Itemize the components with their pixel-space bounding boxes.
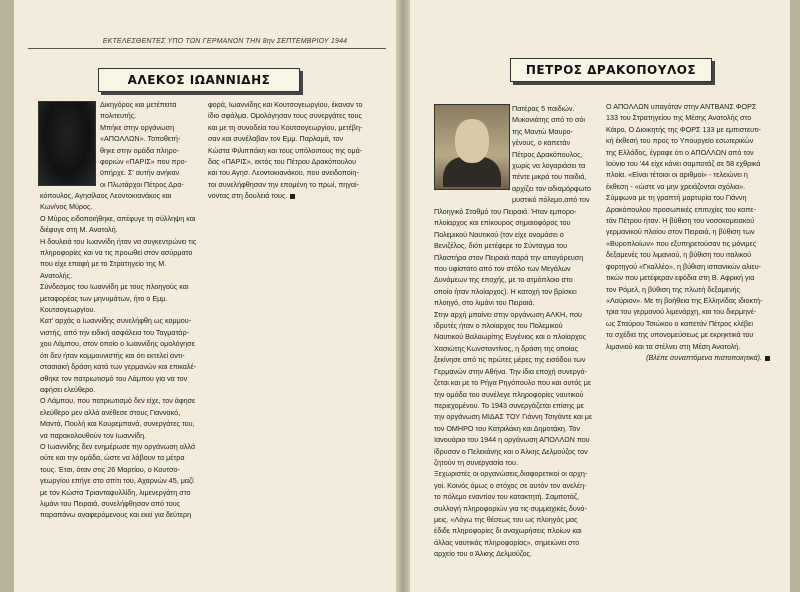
text-line: πλοίαρχος και επίκουρος σημαιοφόρος του <box>434 218 571 228</box>
text-line: οποίο ήταν πλοίαρχος). Η κατοχή τον βρίσκει <box>434 286 577 296</box>
text-line: μυστικό πόλεμο,από τον <box>512 195 590 205</box>
text-line: οι Πλωτάρχοι Πέτρος Δρα- <box>100 179 184 189</box>
text-line: Ιανουάριο του 1944 η οργάνωση ΑΠΟΛΛΩΝ που <box>434 435 590 445</box>
text-line: αφήσει ελεύθερο. <box>40 384 96 394</box>
text-line: Κων/νος Μύρος. <box>40 202 93 212</box>
text-line: διέφυγε στη Μ. Ανατολή. <box>40 225 118 235</box>
text-line: τον ΟΜΗΡΟ του Κατριλάκη και Δημοτάκη. Τον <box>434 423 580 433</box>
see-attached-note: (Βλέπε συναπτόμενα πιστοποιητικά). <box>606 352 770 363</box>
text-line: ελεύθερο μεν αλλά ανέθεσε στους Γιαννακό, <box>40 407 181 417</box>
text-line: τοι συνελήφθησαν την επομένη το πρωί, πηγαί- <box>208 179 360 189</box>
name-heading-drakopoulos: ΠΕΤΡΟΣ ΔΡΑΚΟΠΟΥΛΟΣ <box>510 58 712 82</box>
text-line: δεξαμενές του λιμανιού, η βύθιση του ιταλικού <box>606 250 752 260</box>
text-line: Ιούνιο του '44 είχε κάνει σαμποτάζ σε 58 εχθρικά <box>606 159 761 169</box>
text-line: ζεται και με το Ρήγα Ρηγόπουλο που και αυτός με <box>434 378 592 388</box>
text-line: Στην αρχή μπαίνει στην οργάνωση ΑΛΚΗ, που <box>434 309 582 319</box>
text-line: γερμανικού πλοίου στον Πειραιά, η βύθιση των <box>606 227 755 237</box>
text-line: χου Λάμπου, στον οποίο ο Ιωαννίδης ομολόγησε <box>40 339 195 349</box>
text-line: Γερμανών στην Αθήνα. Την ίδια εποχή συνεργά- <box>434 366 588 376</box>
text-line: με τον Κώστα Τριανταφυλλίδη, λιμενεργάτη στο <box>40 487 191 497</box>
text-line: Πολεμικού Ναυτικού (τον είχε ονομάσει ο <box>434 229 564 239</box>
text-line: νοντας στη δουλειά τους. <box>208 190 368 201</box>
text-line: Πλοηγικό Σταθμό του Πειραιά. Ήταν εμπορο- <box>434 207 577 216</box>
text-line: σαν και συνέλαβαν τον Εμμ. Παρλαμά, τον <box>208 134 344 144</box>
portrait-photo <box>434 104 510 190</box>
text-line: και με τη συνοδεία του Κουτσογεωργίου, μετέβη- <box>208 122 363 132</box>
running-head: ΕΚΤΕΛΕΣΘΕΝΤΕΣ ΥΠΟ ΤΩΝ ΓΕΡΜΑΝΩΝ ΤΗΝ 8ην ΣΕΠΤΕΜΒΡΙΟΥ 1944 <box>102 38 348 45</box>
text-line: την ομάδα του συνέλεγε πληροφορίες ναυτικού <box>434 389 584 399</box>
text-line: την οργάνωση ΜΙΔΑΣ ΤΟΥ Γιάννη Τσιγάντε και με <box>434 412 593 422</box>
end-mark-icon <box>290 194 295 199</box>
text-line: φοριών «ΠΑΡΙΣ» που προ- <box>100 157 187 167</box>
text-line: τάν Πέτρου ήταν. Η βύθιση του νοσοκομειακού <box>606 216 755 226</box>
text-line: Κουτσογεωργίου. <box>40 305 96 315</box>
text-line: αρχείο του ο Άλκης Δελμούζος. <box>434 549 532 559</box>
text-line: ούτε και την ομάδα, ώστε να λάβουν τα μέτρα <box>40 453 185 463</box>
portrait-silhouette <box>38 101 96 186</box>
text-line: τα σχέδια της υπονομεύσεως με εκρηκτικά του <box>606 330 754 340</box>
text-line: τικών που μετέφεραν εφόδια στη Β. Αφρική για <box>606 273 755 283</box>
text-line: γοί. Κοινός όμως ο στόχος σε αυτόν τον ανελέη- <box>434 480 587 490</box>
text-line: ίδιο σφάλμα. Ομολόγησαν τους συνεργάτες τους <box>208 111 362 121</box>
text-line: κόπουλος, Αγησίλαος Λεοντοκιανάκος και <box>40 191 172 200</box>
text-line: στασιακή δράση κατά των γερμανών και επικαλέ- <box>40 362 197 372</box>
text-line: ϋπήρχε. Σ' αυτήν ανήκαν <box>100 168 180 178</box>
text-line: ίδρυσαν ο Πελεκάνης και ο Άλκης Δελμούζος τον <box>434 446 588 456</box>
text-line: Βενιζέλος, διότι μετέφερε το Σύνταγμα του <box>434 241 568 251</box>
text-line: έδιδε πληροφορίες δι αναχωρήσεις πλοίων και <box>434 526 582 536</box>
text-line: σθηκε τον πατριωτισμό του Λάμπου για να τον <box>40 373 188 383</box>
text-line: πληροφορίες και να τις προωθεί στον ασύρματο <box>40 248 193 258</box>
end-mark-icon <box>765 356 770 361</box>
name-heading-ioannidis: ΑΛΕΚΟΣ ΙΩΑΝΝΙΔΗΣ <box>98 68 300 92</box>
left-beside-photo-text <box>100 99 198 190</box>
text-line: τον Ρόμελ, η βύθιση της πλωτή δεξαμενής <box>606 284 741 294</box>
text-line: να παρακολουθούν τον Ιωαννίδη. <box>40 430 147 440</box>
text-line: που υφίστατο από τον στόλο των Μεγάλων <box>434 264 571 274</box>
text-line: χωρίς να λογαριάσει τα <box>512 161 586 171</box>
text-line: περιεχομένου. Το 1943 συνεργάζεται επίσης με <box>434 400 584 410</box>
left-page-edge <box>0 0 14 592</box>
text-line: «Βυροπλοίων» που εξυπηρετούσαν τις μόνιμες <box>606 238 757 248</box>
text-line: ξεκίνησε από τις πρώτες μέρες της εισόδου των <box>434 355 586 365</box>
text-line: Ο Λάμπου, που πατριωτισμό δεν είχε, τον άφησε <box>40 396 196 406</box>
text-line: πέντε μικρά του παιδιά, <box>512 172 587 182</box>
text-line: Ο Ιωαννίδης δεν ενημέρωσε την οργάνωση αλλά <box>40 441 196 451</box>
text-line: Δυνάμεων της εποχής, με το ατμόπλοιο στο <box>434 275 573 285</box>
text-line: 133 του Στρατηγείου της Μέσης Ανατολής στο <box>606 113 752 123</box>
text-line: Πλαστήρα στον Πειραιά παρά την απαγόρευση <box>434 252 584 262</box>
text-line: τρια του γερμανού λιμενάρχη, και του διερμηνέ- <box>606 307 757 317</box>
text-line: Ναυτικού Βαλαωρίτης Ευγένιος και ο πλοίαρχος <box>434 332 587 342</box>
portrait-face <box>455 119 489 163</box>
text-line: Μπήκε στην οργάνωση <box>100 122 175 132</box>
text-line: ότι δεν ήταν κομμουνιστής και ότι εκτελεί αντι- <box>40 350 185 360</box>
text-line: που είχε επαφή με το Στρατηγείο της Μ. <box>40 259 167 269</box>
text-line: συλλογή πληροφοριών για τις συμμαχικές δυνά- <box>434 503 587 513</box>
text-line: Πατέρας 5 παιδιών. <box>512 104 575 113</box>
text-line: λιμανιού και τα στέλνει στη Μέση Ανατολή. <box>606 341 741 351</box>
left-column-1-text <box>40 190 198 521</box>
text-line: λιμάνι του Πειραιά, συνελήφθησαν από τους <box>40 498 181 508</box>
text-line: ως Σταύρου Τσιώκου ο καπετάν Πέτρος κλέβει <box>606 318 753 328</box>
text-line: νιστής, από την ειδική ασφάλεια του Ταγματάρ- <box>40 327 189 337</box>
right-page <box>410 0 790 592</box>
text-line: πολιτευτής. <box>100 111 137 121</box>
text-line: αρχίζει τον αδιαμόρφωτο <box>512 183 591 193</box>
text-line: Ανατολής. <box>40 270 73 280</box>
text-line: Δικηγόρος και μετέπειτα <box>100 100 177 109</box>
text-line: Ο Μύρος ειδοποιήθηκε, απέφυγε τη σύλληψη και <box>40 213 196 223</box>
text-line: Δρακόπουλου προσωπικές επιτυχίες του καπε- <box>606 204 756 214</box>
header-rule <box>28 48 386 49</box>
right-beside-photo-text <box>512 103 600 206</box>
text-line: «Λαύριον». Με τη βοήθεια της Ελληνίδας ιδιοκτή- <box>606 295 763 305</box>
text-line: Η δουλειά του Ιωαννίδη ήταν να συγκεντρώνει τις <box>40 236 197 246</box>
text-line: άλλας ναυτικάς πληροφορίας», σημειώνει στο <box>434 537 580 547</box>
text-line: γένους, ο καπετάν <box>512 138 571 148</box>
text-line: Κάιρο. Ο Διοικητής της ΦΟΡΣ 133 με εμπιστευτι- <box>606 124 761 134</box>
left-page <box>14 0 396 592</box>
text-line: Ξεχωριστές οι οργανώσεις,διαφορετικοί οι αρχη- <box>434 469 588 479</box>
text-line: Σύνδεσμος του Ιωαννίδη με τους πλοηγούς και <box>40 282 189 292</box>
left-column-2-text <box>208 99 368 202</box>
text-line: Σύμφωνα με τη γραπτή μαρτυρία του Γιάννη <box>606 193 747 203</box>
text-line: της Μαντώ Μαυρο- <box>512 126 573 136</box>
text-line: έκθεση - «ώστε να μην χρειάζονται σχόλια». <box>606 181 746 191</box>
text-line: κή έκθεσή του προς το Υπουργείο εσωτερικών <box>606 136 754 146</box>
book-spine <box>396 0 410 592</box>
text-line: Ο ΑΠΟΛΛΩΝ υπαγόταν στην ΑΝΤΒΑΝΣ ΦΟΡΣ <box>606 102 757 111</box>
text-line: μεταφορέας των μηνυμάτων, ήτο ο Εμμ. <box>40 293 168 303</box>
text-line: φορά, Ιωαννίδης και Κουτσογεωργίου, έκαναν το <box>208 100 363 109</box>
text-line: Χασιώτης Κωνσταντίνος, η δράση της οποίας <box>434 343 579 353</box>
text-line: παραπάνω αναφερόμενους και εκεί για δεύτερη <box>40 510 192 520</box>
right-page-edge <box>790 0 800 592</box>
text-line: γεωργίου επήγε στο σπίτι του, Αχαρνών 45, μαζί <box>40 476 194 486</box>
text-line: πλοία. «Είναι τέτοιοι οι αριθμοί» - τελειώνει η <box>606 170 748 180</box>
right-column-1-text <box>434 206 600 560</box>
text-line: και του Αγησ. Λεοντοκιανάκου, που ανειδοποίη- <box>208 168 359 178</box>
text-line: Πέτρος Δρακόπουλος, <box>512 149 583 159</box>
text-line: θηκε στην ομάδα πληρο- <box>100 145 180 155</box>
text-line: ιδρυτές ήταν ο πλοίαρχος του Πολεμικού <box>434 321 563 331</box>
text-line: το πόλεμο εναντίον του κατακτητή. Σαμποτάζ, <box>434 492 580 502</box>
text-line: μεις. «Λόγω της θέσεως του ως πλοηγός μας <box>434 514 578 524</box>
text-line: Μαντά, Πουλή και Κουρεμπανά, συνεργάτες του, <box>40 419 195 429</box>
text-line: πλοηγό, στο λιμάνι του Πειραιά. <box>434 298 535 308</box>
text-line: φορτηγού «Γκαλλέο», η βύθιση ισπανικών αλιευ- <box>606 261 761 271</box>
text-line: Κατ' αρχάς ο Ιωαννίδης συνελήφθη ως κομμου- <box>40 316 192 326</box>
text-line: Μυκονιάτης από το σόι <box>512 115 585 125</box>
right-column-2-text <box>606 101 770 363</box>
text-line: της Ελλάδος, έγραφε ότι ο ΑΠΟΛΛΩΝ από τον <box>606 147 754 157</box>
text-line: «ΑΠΟΛΛΩΝ». Τοποθετή- <box>100 134 181 144</box>
text-line: ζητούν τη συνεργασία του. <box>434 457 518 467</box>
text-line: Κώστα Φιλιππάκη και τους υπόλοιπους της ομά- <box>208 145 363 155</box>
text-line: τους. Έτσι, όταν στις 26 Μαρτίου, ο Κουτσο- <box>40 464 180 474</box>
text-line: δας «ΠΑΡΙΣ», εκτός του Πέτρου Δρακόπουλου <box>208 157 357 167</box>
